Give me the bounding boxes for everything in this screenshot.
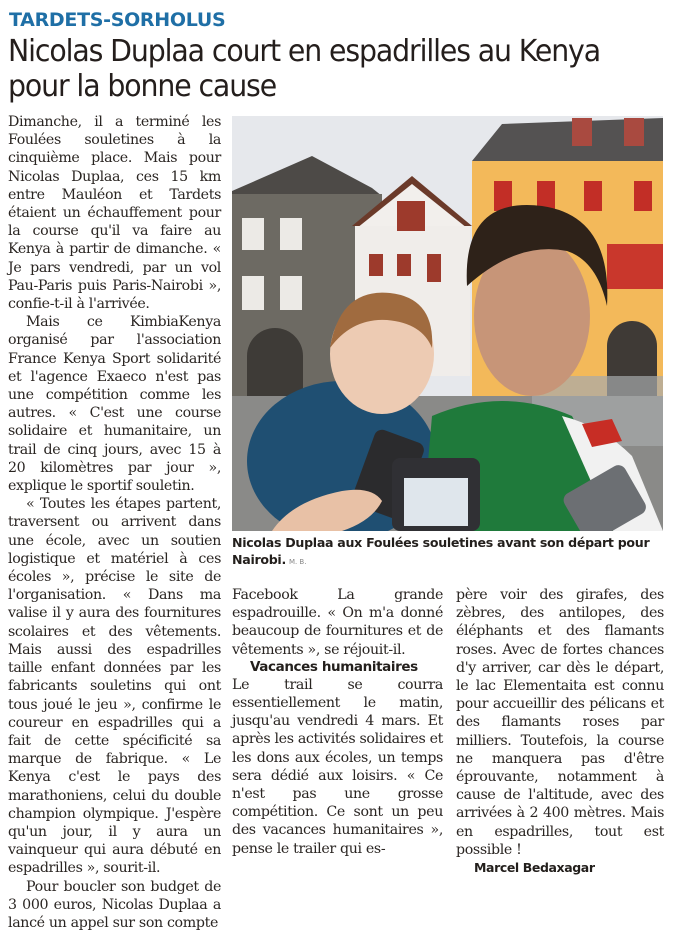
subheading: Vacances humanitaires [250, 658, 418, 675]
article-photo [232, 116, 663, 531]
paragraph: Facebook La grande espadrouille. « On m'a donné beaucoup de fournitures et de vêtements », se réjouit-il. [232, 587, 443, 658]
section-kicker: TARDETS-SORHOLUS [9, 9, 226, 31]
article-column-1 [8, 113, 221, 932]
paragraph: Dimanche, il a terminé les Foulées souletines à la cinquième place. Mais pour Nicolas Duplaa, ces 15 km entre Mauléon et Tardets étaient un échauffement pour la course qu'il va faire au Kenya à partir de dimanche. « Je pars vendredi, par un vol Pau-Paris puis Paris-Nairobi », confie-t-il à l'arrivée. [8, 114, 221, 313]
paragraph: père voir des girafes, des zèbres, des antilopes, des éléphants et des flamants roses. Avec de fortes chances d'y arriver, car dès le départ, le lac Elementaita est connu pour accueillir des pélicans et des flamants roses par milliers. Toutefois, la course ne manquera pas d'être éprouvante, notamment à cause de l'altitude, avec des arrivées à 2 400 mètres. Mais en espadrilles, tout est possible ! [456, 587, 664, 858]
paragraph: « Toutes les étapes partent, traversent ou arrivent dans une école, avec un soutien logistique et matériel à ces écoles », précise le site de l'organisation. « Dans ma valise il y aura des fournitures scolaires et des vêtements. Mais aussi des espadrilles taille enfant données par les fabricants souletins qui ont tous joué le jeu », confirme le coureur en espadrilles qui a fait de cette spécificité sa marque de fabrique. « Le Kenya c'est le pays des marathoniens, celui du double champion olympique. J'espère qu'un jour, il y aura un vainqueur qui aura débuté en espadrilles », sourit-il. [8, 496, 221, 877]
article-column-2 [232, 586, 443, 858]
article-headline: Nicolas Duplaa court en espadrilles au Kenya pour la bonne cause [8, 34, 601, 104]
paragraph: Pour boucler son budget de 3 000 euros, Nicolas Duplaa a lancé un appel sur son compte [8, 878, 221, 931]
paragraph: Le trail se courra essentiellement le matin, jusqu'au vendredi 4 mars. Et après les activités solidaires et les dons aux écoles, un temps sera dédié aux loisirs. « Ce n'est pas une grosse compétition. Ce sont un peu des vacances humanitaires », pense le trailer qui es- [232, 676, 443, 857]
caption-text: Nicolas Duplaa aux Foulées souletines avant son départ pour Nairobi. [232, 535, 650, 567]
author-byline: Marcel Bedaxagar [474, 860, 595, 876]
photo-caption [232, 534, 662, 571]
article-column-3 [456, 586, 664, 877]
photo-illustration [232, 116, 663, 531]
paragraph: Mais ce KimbiaKenya organisé par l'association France Kenya Sport solidarité et l'agence Exaeco n'est pas une compétition comme les autres. « C'est une course solidaire et humanitaire, un trail de cinq jours, avec 15 à 20 kilomètres par jour », explique le sportif souletin. [8, 314, 221, 495]
photo-credit: M. B. [288, 558, 307, 566]
